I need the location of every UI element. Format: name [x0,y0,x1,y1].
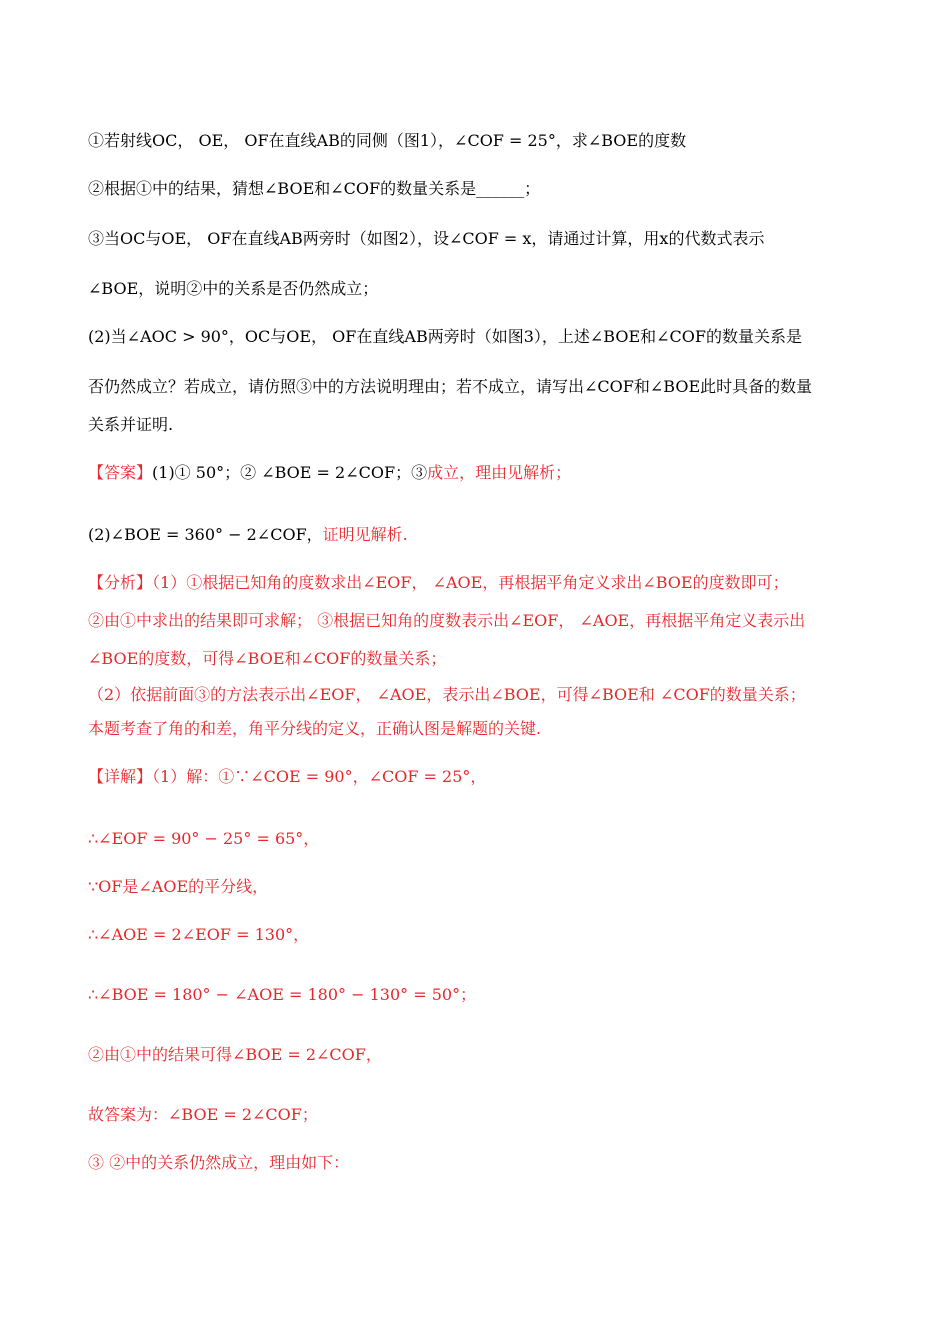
question-part2-line-2: 否仍然成立？若成立，请仿照③中的方法说明理由；若不成立，请写出∠COF和∠BOE此时具备的数量 [88,377,813,396]
detail-line-1 [88,766,868,788]
question-line-1: ①若射线OC， OE， OF在直线AB的同侧（图1），∠COF = 25°，求∠BOE的度数 [88,131,687,150]
question-part2-line-1: (2)当∠AOC > 90°，OC与OE， OF在直线AB两旁时（如图3），上述∠BOE和∠COF的数量关系是 [88,327,803,346]
answer-label: 【答案】 [88,463,153,482]
question-line-3b: ∠BOE，说明②中的关系是否仍然成立； [88,279,379,298]
answer-part1-prefix: (1)① 50°；② ∠BOE = 2∠COF；③ [152,463,428,482]
detail-line-3: ∵OF是∠AOE的平分线， [88,877,269,896]
question-part2-line-3: 关系并证明. [88,415,174,434]
answer-part2-suffix: 证明见解析. [322,525,408,544]
detail-line-5: ∴∠BOE = 180° − ∠AOE = 180° − 130° = 50°； [88,985,477,1004]
answer-line-2 [88,524,868,546]
analysis-line-2: ②由①中求出的结果即可求解； ③根据已知角的度数表示出∠EOF， ∠AOE，再根据平角定义表示出 [88,611,806,630]
detail-line-2: ∴∠EOF = 90° − 25° = 65°， [88,829,320,848]
detail-line-4: ∴∠AOE = 2∠EOF = 130°， [88,925,310,944]
detail-line-8: ③ ②中的关系仍然成立，理由如下： [88,1153,350,1172]
analysis-line-1 [88,572,868,594]
answer-part2-prefix: (2)∠BOE = 360° − 2∠COF， [88,525,323,544]
answer-part1-suffix: 成立，理由见解析； [427,463,572,482]
detail-label: 【详解】 [88,767,153,786]
detail-line-7: 故答案为：∠BOE = 2∠COF； [88,1105,318,1124]
analysis-line-5: 本题考查了角的和差，角平分线的定义，正确认图是解题的关键. [88,719,542,738]
detail-text-1: （1）解：①∵∠COE = 90°，∠COF = 25°， [152,767,487,786]
question-line-2: ②根据①中的结果，猜想∠BOE和∠COF的数量关系是______； [88,179,541,198]
analysis-line-4: （2）依据前面③的方法表示出∠EOF， ∠AOE，表示出∠BOE，可得∠BOE和 ∠COF的数量关系； [88,685,806,704]
detail-line-6: ②由①中的结果可得∠BOE = 2∠COF， [88,1045,382,1064]
answer-line-1 [88,462,868,484]
analysis-label: 【分析】 [88,573,153,592]
question-line-3a: ③当OC与OE， OF在直线AB两旁时（如图2），设∠COF = x，请通过计算，用x的代数式表示 [88,229,765,248]
analysis-text-1: （1）①根据已知角的度数求出∠EOF， ∠AOE，再根据平角定义求出∠BOE的度数即可； [152,573,789,592]
analysis-line-3: ∠BOE的度数，可得∠BOE和∠COF的数量关系； [88,649,447,668]
